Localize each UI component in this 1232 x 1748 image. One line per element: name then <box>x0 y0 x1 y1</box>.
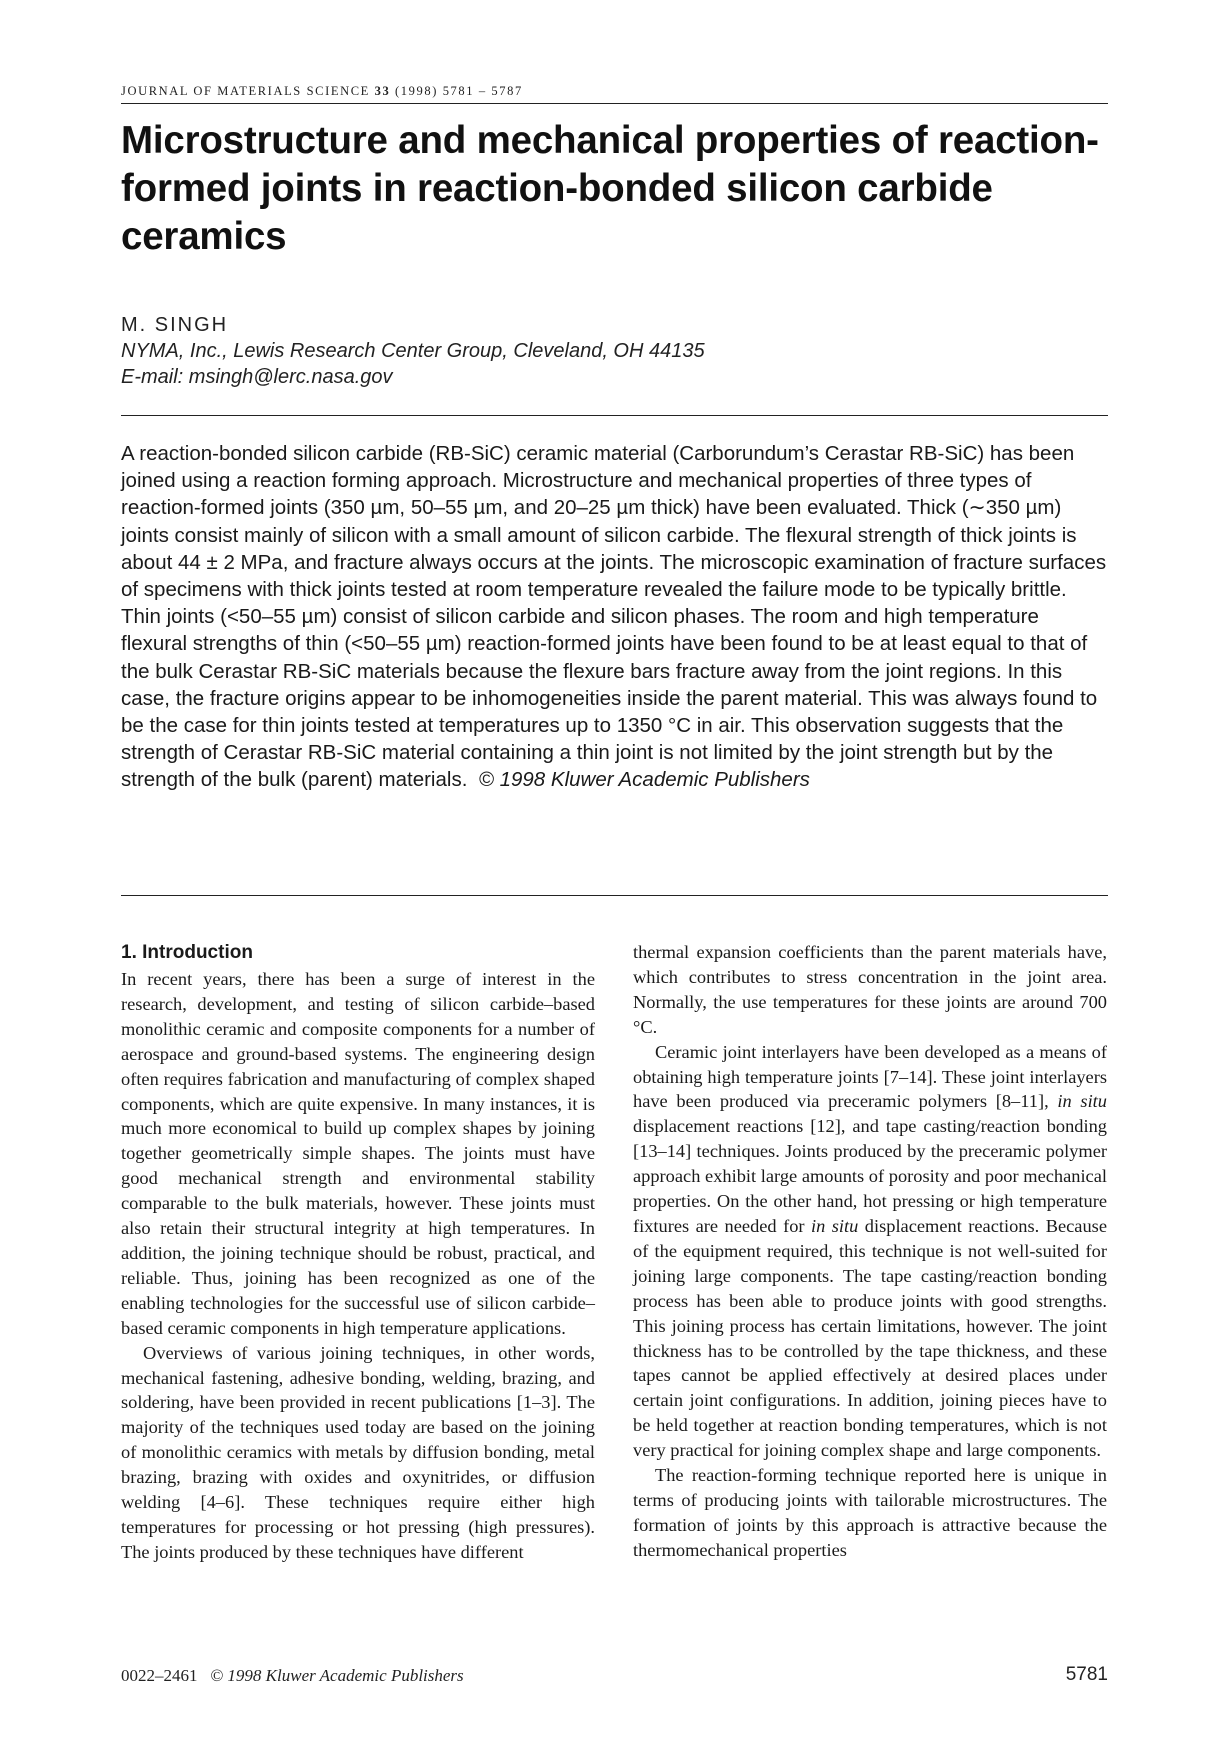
intro-paragraph-2 <box>121 1341 595 1565</box>
footer-issn-copyright <box>121 1666 464 1686</box>
intro-paragraph-3 <box>633 1040 1107 1463</box>
author-affiliation: NYMA, Inc., Lewis Research Center Group, Cleveland, OH 44135 <box>121 340 705 362</box>
intro-paragraph-3-tail: displacement reactions. Because of the equipment required, this technique is not well-suited for joining large components. The tape casting/reaction bonding process has been able to produce joints with good strengths. This joining process has certain limitations, however. The joint thickness has to be controlled by the tape thickness, and these tapes cannot be applied effectively at desired places under certain joint configurations. In addition, joining pieces have to be held together at reaction bonding temperatures, which is not very practical for joining complex shape and large components. <box>633 1215 1107 1461</box>
abstract-bottom-rule <box>121 895 1108 896</box>
intro-paragraph-3-italic-1: in situ <box>1057 1091 1107 1112</box>
intro-paragraph-1: In recent years, there has been a surge of interest in the research, development, and testing of silicon carbide–based monolithic ceramic and composite components for a number of aerospace and ground-based systems. The engineering design often requires fabrication and manufacturing of complex shaped components, which are quite expensive. In many instances, it is much more economical to build up complex shapes by joining together geometrically simple shapes. The joints must have good mechanical strength and environmental stability comparable to the bulk materials, however. These joints must also retain their structural integrity at high temperatures. In addition, the joining technique should be robust, practical, and reliable. Thus, joining has been recognized as one of the enabling technologies for the successful use of silicon carbide–based ceramic components in high temperature applications. <box>121 969 595 1338</box>
intro-paragraph-2-text: Overviews of various joining techniques, in other words, mechanical fastening, adhesive bonding, welding, brazing, and soldering, have been provided in recent publications [1–3]. The majority of the techniques used today are based on the joining of monolithic ceramics with metals by diffusion bonding, metal brazing, brazing with oxides and oxynitrides, or diffusion welding [4–6]. These techniques require either high temperatures for processing or hot pressing (high pressures). The joints produced by these techniques have different <box>121 1342 595 1562</box>
right-column <box>633 940 1107 1563</box>
journal-name: JOURNAL OF MATERIALS SCIENCE <box>121 84 370 98</box>
left-column <box>121 940 595 1565</box>
intro-paragraph-3-lead: Ceramic joint interlayers have been developed as a means of obtaining high temperature joints [7–14]. These joint interlayers have been produced via preceramic polymers [8–11], <box>633 1041 1107 1112</box>
abstract-copyright: © 1998 Kluwer Academic Publishers <box>478 768 810 792</box>
author-email: E-mail: msingh@lerc.nasa.gov <box>121 366 393 388</box>
intro-paragraph-4: The reaction-forming technique reported here is unique in terms of producing joints with tailorable microstructures. The formation of joints by this approach is attractive because the thermomechanical properties <box>633 1465 1107 1560</box>
journal-volume: 33 <box>374 84 391 98</box>
abstract-top-rule <box>121 415 1108 416</box>
intro-paragraph-3-italic-2: in situ <box>810 1215 859 1236</box>
page-number: 5781 <box>1065 1664 1108 1685</box>
intro-paragraph-2-continued: thermal expansion coefficients than the parent materials have, which contributes to stress concentration in the joint area. Normally, the use temperatures for these joints are around 700 °C. <box>633 942 1107 1037</box>
abstract-text: A reaction-bonded silicon carbide (RB-SiC) ceramic material (Carborundum’s Cerastar RB-SiC) has been joined using a reaction forming approach. Microstructure and mechanical properties of three types of reaction-formed joints (350 µm, 50–55 µm, and 20–25 µm thick) have been evaluated. Thick (∼350 µm) joints consist mainly of silicon with a small amount of silicon carbide. The flexural strength of thick joints is about 44 ± 2 MPa, and fracture always occurs at the joints. The microscopic examination of fracture surfaces of specimens with thick joints tested at room temperature revealed the failure mode to be typically brittle. Thin joints (<50–55 µm) consist of silicon carbide and silicon phases. The room and high temperature flexural strengths of thin (<50–55 µm) reaction-formed joints have been found to be at least equal to that of the bulk Cerastar RB-SiC materials because the flexure bars fracture away from the joint regions. In this case, the fracture origins appear to be inhomogeneities inside the parent material. This was always found to be the case for thin joints tested at temperatures up to 1350 °C in air. This observation suggests that the strength of Cerastar RB-SiC material containing a thin joint is not limited by the joint strength but by the strength of the bulk (parent) materials. <box>121 442 1107 792</box>
author-name: M. SINGH <box>121 314 229 336</box>
journal-year-pages: (1998) 5781 – 5787 <box>395 84 523 98</box>
section-heading: 1. Introduction <box>121 942 253 963</box>
article-title: Microstructure and mechanical properties of reaction-formed joints in reaction-bonded silicon carbide ceramics <box>121 119 1099 258</box>
footer-copyright: © 1998 Kluwer Academic Publishers <box>210 1666 464 1685</box>
abstract <box>121 440 1109 794</box>
intro-paragraph-3-mid: displacement reactions [12], and tape casting/reaction bonding [13–14] techniques. Joints produced by the preceramic polymer approach exhibit large amounts of porosity and poor mechanical properties. On the other hand, hot pressing or high temperature fixtures are needed for <box>633 1116 1107 1236</box>
running-head <box>121 84 1108 104</box>
footer-issn: 0022–2461 <box>121 1666 198 1685</box>
